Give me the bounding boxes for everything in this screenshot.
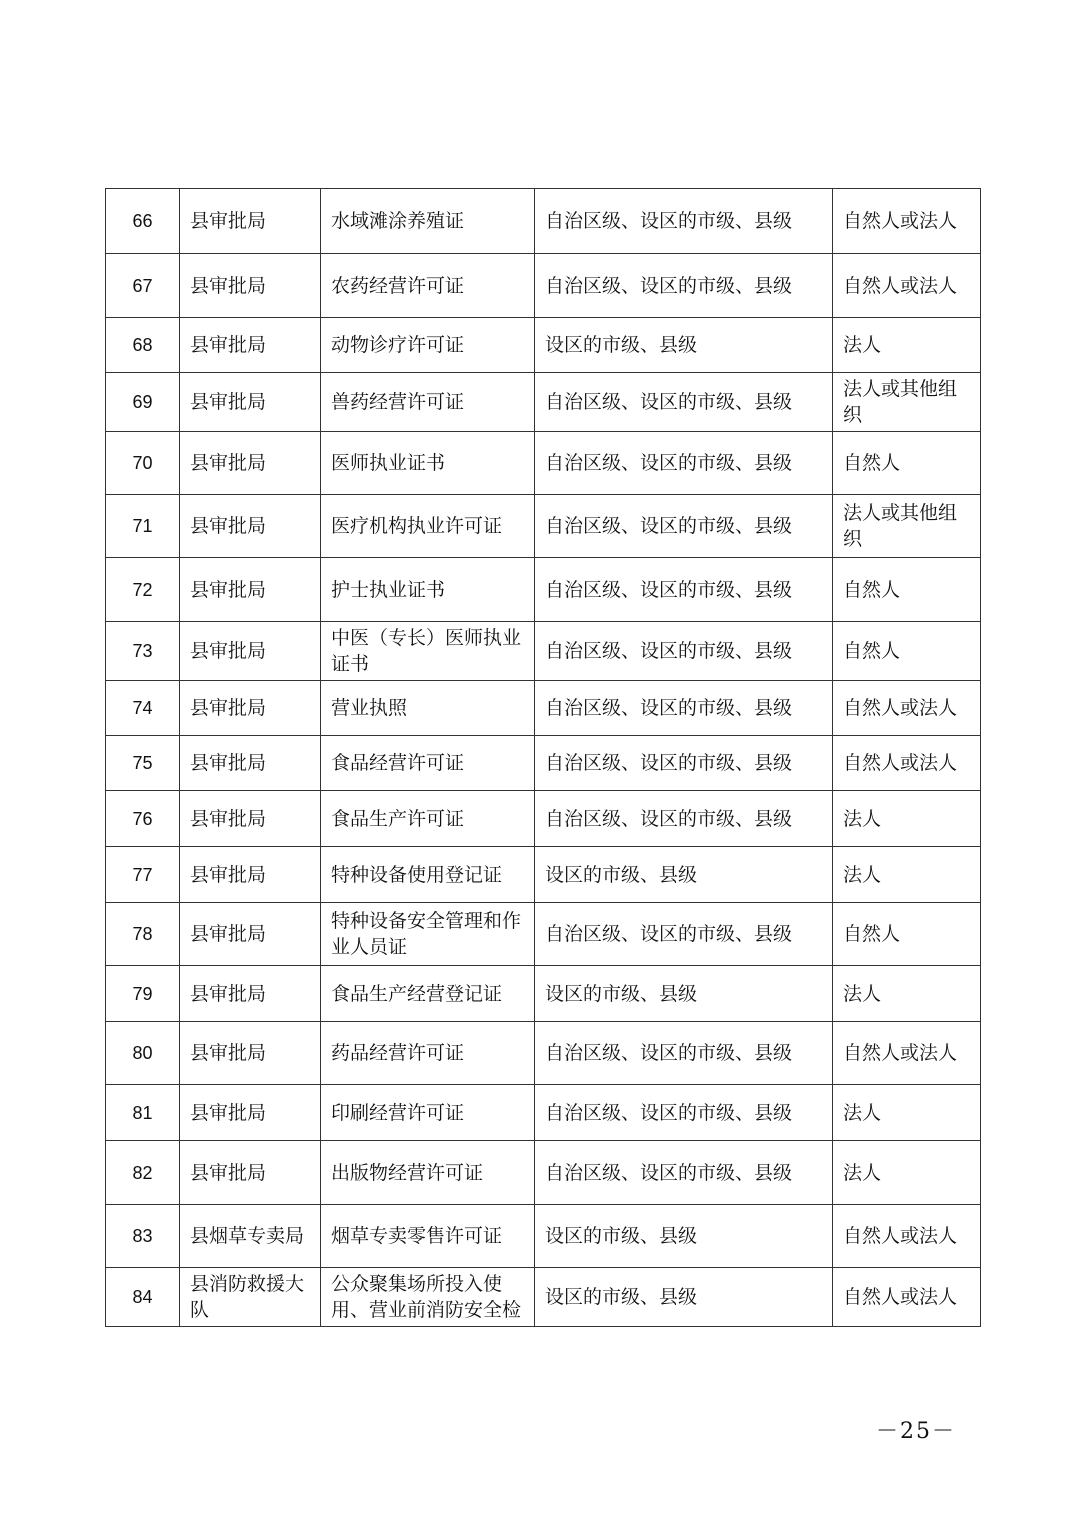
level-cell-text: 自治区级、设区的市级、县级 <box>545 752 793 774</box>
certificate-name-cell <box>321 903 535 966</box>
certificate-name-cell <box>321 1085 535 1141</box>
holder-cell-text: 自然人或法人 <box>843 210 958 232</box>
holder-cell <box>833 189 981 254</box>
table-row <box>106 189 981 254</box>
holder-cell-text: 自然人或法人 <box>843 752 958 774</box>
department-cell <box>180 966 321 1022</box>
row-number <box>106 903 180 966</box>
table-row <box>106 1022 981 1085</box>
table-row <box>106 318 981 373</box>
department-cell <box>180 254 321 318</box>
level-cell-text: 自治区级、设区的市级、县级 <box>545 274 793 297</box>
page-number: －25－ <box>876 1419 956 1444</box>
department-cell-text: 县审批局 <box>190 578 267 601</box>
row-number-text: 75 <box>132 753 153 773</box>
row-number <box>106 847 180 903</box>
table-body <box>106 189 981 1327</box>
holder-cell-text: 法人 <box>843 807 882 830</box>
level-cell-text: 自治区级、设区的市级、县级 <box>545 210 793 232</box>
table-row <box>106 373 981 432</box>
department-cell <box>180 847 321 903</box>
certificate-name-cell-text: 印刷经营许可证 <box>331 1101 465 1124</box>
department-cell-text: 县审批局 <box>190 807 267 830</box>
department-cell-text: 县审批局 <box>190 863 267 886</box>
certificate-name-cell-text: 水域滩涂养殖证 <box>331 210 465 232</box>
holder-cell <box>833 966 981 1022</box>
row-number <box>106 373 180 432</box>
holder-cell-text: 法人 <box>843 1161 882 1184</box>
table-row <box>106 622 981 681</box>
row-number-text: 78 <box>132 924 153 944</box>
certificate-name-cell <box>321 791 535 847</box>
department-cell <box>180 1205 321 1268</box>
row-number <box>106 254 180 318</box>
row-number <box>106 681 180 736</box>
certificate-name-cell-text: 医疗机构执业许可证 <box>331 515 503 537</box>
holder-cell-text: 自然人 <box>843 923 901 945</box>
department-cell <box>180 736 321 791</box>
certificate-name-cell <box>321 373 535 432</box>
level-cell-text: 自治区级、设区的市级、县级 <box>545 1101 793 1124</box>
table-row <box>106 1205 981 1268</box>
department-cell <box>180 681 321 736</box>
certificate-name-cell <box>321 736 535 791</box>
holder-cell-text: 自然人或法人 <box>843 1225 958 1247</box>
level-cell-text: 设区的市级、县级 <box>545 334 698 356</box>
department-cell <box>180 1085 321 1141</box>
level-cell <box>535 966 833 1022</box>
level-cell-text: 自治区级、设区的市级、县级 <box>545 697 793 719</box>
level-cell-text: 自治区级、设区的市级、县级 <box>545 807 793 830</box>
level-cell <box>535 736 833 791</box>
certificate-name-cell <box>321 966 535 1022</box>
department-cell-text: 县消防救援大队 <box>190 1273 305 1321</box>
row-number-text: 84 <box>132 1287 153 1307</box>
row-number <box>106 189 180 254</box>
level-cell <box>535 254 833 318</box>
certificate-name-cell-text: 食品生产许可证 <box>331 807 465 830</box>
level-cell-text: 自治区级、设区的市级、县级 <box>545 640 793 662</box>
certificate-name-cell-text: 护士执业证书 <box>331 578 446 601</box>
level-cell-text: 自治区级、设区的市级、县级 <box>545 1042 793 1064</box>
department-cell-text: 县烟草专卖局 <box>190 1225 305 1247</box>
row-number <box>106 432 180 495</box>
level-cell-text: 自治区级、设区的市级、县级 <box>545 1161 793 1184</box>
level-cell <box>535 558 833 622</box>
certificate-name-cell <box>321 1268 535 1327</box>
holder-cell <box>833 558 981 622</box>
certificate-name-cell <box>321 318 535 373</box>
table-row <box>106 432 981 495</box>
department-cell <box>180 318 321 373</box>
certificate-name-cell <box>321 1141 535 1205</box>
department-cell <box>180 903 321 966</box>
certificate-name-cell-text: 营业执照 <box>331 697 408 719</box>
holder-cell-text: 自然人或法人 <box>843 1286 958 1308</box>
holder-cell-text: 自然人 <box>843 640 901 662</box>
certificate-name-cell-text: 食品生产经营登记证 <box>331 982 503 1005</box>
certificate-name-cell-text: 医师执业证书 <box>331 452 446 474</box>
certificate-name-cell <box>321 558 535 622</box>
holder-cell <box>833 847 981 903</box>
department-cell-text: 县审批局 <box>190 697 267 719</box>
holder-cell <box>833 903 981 966</box>
row-number <box>106 1085 180 1141</box>
table-row <box>106 847 981 903</box>
certificate-name-cell <box>321 254 535 318</box>
table-row <box>106 681 981 736</box>
row-number <box>106 558 180 622</box>
level-cell <box>535 903 833 966</box>
table-row <box>106 791 981 847</box>
department-cell-text: 县审批局 <box>190 1101 267 1124</box>
holder-cell-text: 法人 <box>843 863 882 886</box>
department-cell <box>180 1268 321 1327</box>
table-row <box>106 254 981 318</box>
row-number-text: 77 <box>132 864 153 885</box>
holder-cell <box>833 432 981 495</box>
certificate-name-cell-text: 动物诊疗许可证 <box>331 334 465 356</box>
department-cell-text: 县审批局 <box>190 274 267 297</box>
level-cell-text: 自治区级、设区的市级、县级 <box>545 391 793 413</box>
level-cell-text: 自治区级、设区的市级、县级 <box>545 578 793 601</box>
holder-cell <box>833 1085 981 1141</box>
certificate-name-cell-text: 特种设备安全管理和作业人员证 <box>331 910 522 958</box>
level-cell <box>535 1085 833 1141</box>
row-number <box>106 791 180 847</box>
holder-cell <box>833 495 981 558</box>
certificate-table <box>105 188 981 1327</box>
department-cell-text: 县审批局 <box>190 752 267 774</box>
department-cell <box>180 189 321 254</box>
row-number-text: 76 <box>132 808 153 829</box>
department-cell-text: 县审批局 <box>190 391 267 413</box>
level-cell <box>535 681 833 736</box>
department-cell-text: 县审批局 <box>190 210 267 232</box>
level-cell <box>535 791 833 847</box>
holder-cell-text: 法人或其他组织 <box>843 502 958 550</box>
department-cell <box>180 558 321 622</box>
holder-cell <box>833 622 981 681</box>
row-number <box>106 966 180 1022</box>
holder-cell-text: 法人或其他组织 <box>843 378 958 426</box>
row-number-text: 69 <box>132 392 153 412</box>
certificate-name-cell <box>321 681 535 736</box>
holder-cell-text: 法人 <box>843 334 882 356</box>
department-cell <box>180 622 321 681</box>
row-number-text: 81 <box>132 1102 153 1123</box>
row-number <box>106 1268 180 1327</box>
table-row <box>106 966 981 1022</box>
certificate-name-cell-text: 农药经营许可证 <box>331 274 465 297</box>
level-cell <box>535 847 833 903</box>
holder-cell <box>833 1205 981 1268</box>
department-cell <box>180 1022 321 1085</box>
row-number <box>106 495 180 558</box>
row-number <box>106 622 180 681</box>
row-number <box>106 1205 180 1268</box>
level-cell <box>535 432 833 495</box>
holder-cell-text: 法人 <box>843 1101 882 1124</box>
holder-cell <box>833 373 981 432</box>
row-number-text: 73 <box>132 641 153 661</box>
level-cell-text: 自治区级、设区的市级、县级 <box>545 452 793 474</box>
row-number <box>106 318 180 373</box>
certificate-name-cell-text: 出版物经营许可证 <box>331 1161 484 1184</box>
level-cell <box>535 189 833 254</box>
certificate-name-cell-text: 食品经营许可证 <box>331 752 465 774</box>
certificate-name-cell <box>321 432 535 495</box>
row-number <box>106 1022 180 1085</box>
table-row <box>106 1141 981 1205</box>
level-cell <box>535 1205 833 1268</box>
table-row <box>106 558 981 622</box>
department-cell <box>180 1141 321 1205</box>
level-cell <box>535 1141 833 1205</box>
table-row <box>106 495 981 558</box>
level-cell <box>535 318 833 373</box>
holder-cell-text: 法人 <box>843 982 882 1005</box>
certificate-name-cell <box>321 847 535 903</box>
department-cell <box>180 791 321 847</box>
department-cell-text: 县审批局 <box>190 982 267 1005</box>
certificate-name-cell-text: 烟草专卖零售许可证 <box>331 1225 503 1247</box>
row-number-text: 79 <box>132 983 153 1004</box>
holder-cell <box>833 254 981 318</box>
department-cell-text: 县审批局 <box>190 1042 267 1064</box>
row-number-text: 74 <box>132 698 153 718</box>
certificate-name-cell <box>321 622 535 681</box>
row-number-text: 71 <box>132 516 153 536</box>
level-cell <box>535 1022 833 1085</box>
table-row <box>106 903 981 966</box>
holder-cell-text: 自然人或法人 <box>843 697 958 719</box>
holder-cell <box>833 791 981 847</box>
holder-cell-text: 自然人或法人 <box>843 1042 958 1064</box>
holder-cell <box>833 736 981 791</box>
holder-cell <box>833 1022 981 1085</box>
department-cell <box>180 432 321 495</box>
department-cell-text: 县审批局 <box>190 1161 267 1184</box>
row-number <box>106 736 180 791</box>
holder-cell <box>833 1268 981 1327</box>
row-number <box>106 1141 180 1205</box>
table-row <box>106 1268 981 1327</box>
certificate-name-cell-text: 中医（专长）医师执业证书 <box>331 627 522 675</box>
holder-cell-text: 自然人或法人 <box>843 274 958 297</box>
holder-cell-text: 自然人 <box>843 452 901 474</box>
row-number-text: 70 <box>132 453 153 473</box>
row-number-text: 66 <box>132 211 153 231</box>
table-row <box>106 736 981 791</box>
certificate-name-cell <box>321 495 535 558</box>
certificate-name-cell-text: 兽药经营许可证 <box>331 391 465 413</box>
certificate-name-cell-text: 药品经营许可证 <box>331 1042 465 1064</box>
department-cell-text: 县审批局 <box>190 515 267 537</box>
level-cell-text: 自治区级、设区的市级、县级 <box>545 923 793 945</box>
level-cell <box>535 622 833 681</box>
row-number-text: 67 <box>132 275 153 296</box>
holder-cell <box>833 681 981 736</box>
department-cell-text: 县审批局 <box>190 640 267 662</box>
row-number-text: 80 <box>132 1043 153 1063</box>
department-cell <box>180 373 321 432</box>
holder-cell-text: 自然人 <box>843 578 901 601</box>
certificate-name-cell <box>321 189 535 254</box>
level-cell-text: 设区的市级、县级 <box>545 1225 698 1247</box>
level-cell <box>535 1268 833 1327</box>
level-cell-text: 设区的市级、县级 <box>545 1286 698 1308</box>
holder-cell <box>833 318 981 373</box>
row-number-text: 68 <box>132 335 153 355</box>
row-number-text: 83 <box>132 1226 153 1246</box>
holder-cell <box>833 1141 981 1205</box>
level-cell <box>535 495 833 558</box>
level-cell <box>535 373 833 432</box>
certificate-name-cell-text: 特种设备使用登记证 <box>331 863 503 886</box>
certificate-name-cell-text: 公众聚集场所投入使用、营业前消防安全检 <box>331 1273 522 1321</box>
level-cell-text: 设区的市级、县级 <box>545 863 698 886</box>
department-cell <box>180 495 321 558</box>
certificate-name-cell <box>321 1022 535 1085</box>
certificate-name-cell <box>321 1205 535 1268</box>
department-cell-text: 县审批局 <box>190 452 267 474</box>
department-cell-text: 县审批局 <box>190 923 267 945</box>
table-row <box>106 1085 981 1141</box>
level-cell-text: 自治区级、设区的市级、县级 <box>545 515 793 537</box>
row-number-text: 82 <box>132 1162 153 1183</box>
department-cell-text: 县审批局 <box>190 334 267 356</box>
row-number-text: 72 <box>132 579 153 600</box>
level-cell-text: 设区的市级、县级 <box>545 982 698 1005</box>
